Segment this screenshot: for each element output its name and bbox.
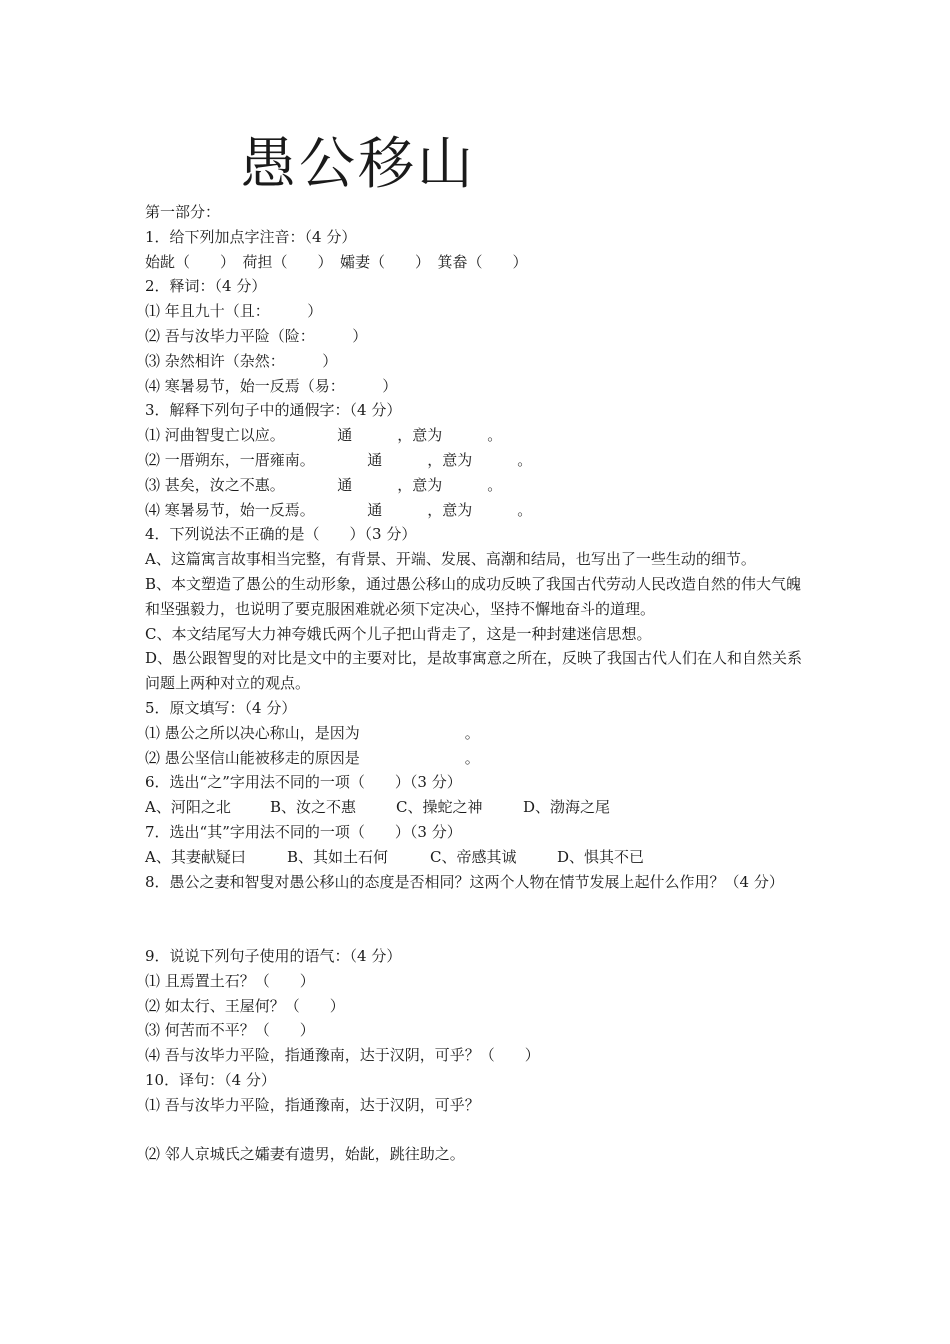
question-3-item: ⑷ 寒暑易节，始一反焉。 通 ，意为 。 [145,500,533,519]
question-6-option: C、操蛇之神 [396,798,483,817]
question-7-options [145,845,815,870]
question-4-heading: 4．下列说法不正确的是（ ）（3 分） [145,525,417,544]
question-4-option-b: B、本文塑造了愚公的生动形象，通过愚公移山的成功反映了我国古代劳动人民改造自然的伟大气魄和坚强毅力，也说明了要克服困难就必须下定决心，坚持不懈地奋斗的道理。 [145,574,802,618]
question-5-item: ⑵ 愚公坚信山能被移走的原因是 。 [145,748,480,767]
question-5-item: ⑴ 愚公之所以决心称山，是因为 。 [145,723,480,742]
question-3-heading: 3．解释下列句子中的通假字：（4 分） [145,401,402,420]
worksheet-body [145,200,815,1167]
question-6-options [145,795,815,820]
question-9-item: ⑵ 如太行、王屋何？（ ） [145,996,345,1015]
question-6-heading: 6．选出“之”字用法不同的一项（ ）（3 分） [145,773,462,792]
question-10-heading: 10．译句：（4 分） [145,1070,276,1089]
question-1-heading: 1．给下列加点字注音：（4 分） [145,227,357,246]
question-2-item: ⑵ 吾与汝毕力平险（险： ） [145,326,368,345]
answer-space [145,1117,815,1142]
question-4-option-a: A、这篇寓言故事相当完整，有背景、开端、发展、高潮和结局，也写出了一些生动的细节。 [145,550,756,569]
question-2-item: ⑶ 杂然相许（杂然： ） [145,351,338,370]
question-9-heading: 9．说说下列句子使用的语气：（4 分） [145,946,402,965]
question-6-option: A、河阳之北 [145,798,231,817]
question-7-option: D、惧其不已 [557,847,645,866]
question-4-option-d: D、愚公跟智叟的对比是文中的主要对比，是故事寓意之所在，反映了我国古代人们在人和自然关系问题上两种对立的观点。 [145,649,803,693]
question-9-item: ⑴ 且焉置土石？（ ） [145,971,315,990]
question-1-items: 始龀（ ） 荷担（ ） 孀妻（ ） 箕畚（ ） [145,252,528,271]
question-7-option: B、其如土石何 [287,847,389,866]
question-2-item: ⑴ 年且九十（且： ） [145,302,323,321]
question-8-heading: 8．愚公之妻和智叟对愚公移山的态度是否相同？这两个人物在情节发展上起什么作用？（4 分） [145,872,784,891]
question-3-item: ⑴ 河曲智叟亡以应。 通 ，意为 。 [145,426,503,445]
question-7-option: C、帝感其诚 [430,847,517,866]
question-3-item: ⑶ 甚矣，汝之不惠。 通 ，意为 。 [145,475,503,494]
question-3-item: ⑵ 一厝朔东，一厝雍南。 通 ，意为 。 [145,450,533,469]
question-10-item: ⑵ 邻人京城氏之孀妻有遗男，始龀，跳往助之。 [145,1145,465,1164]
question-5-heading: 5．原文填写：（4 分） [145,698,297,717]
question-10-item: ⑴ 吾与汝毕力平险，指通豫南，达于汉阴，可乎？ [145,1095,480,1114]
page-title: 愚公移山 [240,132,476,197]
question-9-item: ⑷ 吾与汝毕力平险，指通豫南，达于汉阴，可乎？（ ） [145,1046,540,1065]
part-heading: 第一部分： [145,203,221,221]
answer-space [145,894,815,944]
question-7-heading: 7．选出“其”字用法不同的一项（ ）（3 分） [145,822,462,841]
question-6-option: B、汝之不惠 [270,798,357,817]
question-2-heading: 2．释词：（4 分） [145,277,267,296]
question-2-item: ⑷ 寒暑易节，始一反焉（易： ） [145,376,398,395]
question-7-option: A、其妻献疑曰 [145,847,246,866]
question-9-item: ⑶ 何苦而不平？（ ） [145,1021,315,1040]
question-4-option-c: C、本文结尾写大力神夸娥氏两个儿子把山背走了，这是一种封建迷信思想。 [145,624,652,643]
question-6-option: D、渤海之尾 [523,798,611,817]
